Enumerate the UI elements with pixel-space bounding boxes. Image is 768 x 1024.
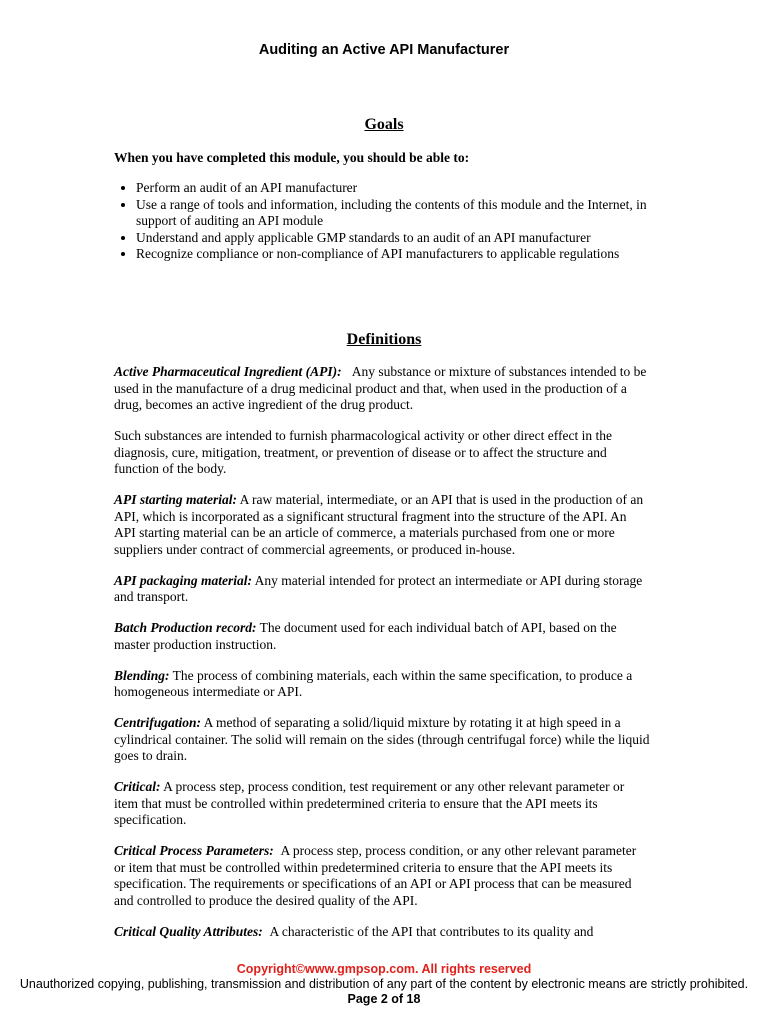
copyright-notice: Copyright©www.gmpsop.com. All rights reserved (236, 962, 532, 976)
definition-text: A raw material, intermediate, or an API that is used in the production of an API, which is incorporated as a significant structural fragment into the structure of the API. An API starting material can be an article of commerce, a materials purchased from one or more suppliers under contract of commercial agreements, or produced in-house. (114, 492, 644, 557)
definition-term: Critical: (114, 779, 161, 794)
definitions-list (114, 364, 650, 955)
goals-heading: Goals (364, 116, 404, 133)
definition-entry (114, 924, 650, 941)
definition-entry (114, 573, 650, 606)
definition-term: API starting material: (114, 492, 238, 507)
definition-term: Active Pharmaceutical Ingredient (API): (114, 364, 342, 379)
goals-intro: When you have completed this module, you should be able to: (114, 150, 470, 165)
definition-entry (114, 620, 650, 653)
definitions-heading: Definitions (346, 331, 422, 348)
definition-entry (114, 364, 650, 414)
definition-text: Any substance or mixture of substances intended to be used in the manufacture of a drug medicinal product and that, when used in the production of a drug, becomes an active ingredient of the drug product. (114, 364, 647, 412)
definition-term: API packaging material: (114, 572, 252, 588)
definition-text: A process step, process condition, test requirement or any other relevant parameter or item that must be controlled within predetermined criteria to ensure that the API meets its specification. (114, 779, 625, 827)
definition-term: Centrifugation: (114, 715, 202, 730)
definition-entry (114, 779, 650, 829)
goals-list (114, 180, 666, 263)
definition-text: A process step, process condition, or any other relevant parameter or item that must be controlled within predetermined criteria to ensure that the API meets its specification. The requirements or specifications of an API or API process that can be measured and controlled to produce the desired quality of the API. (114, 843, 637, 908)
definition-entry (114, 668, 650, 701)
goals-list-item: • Understand and apply applicable GMP standards to an audit of an API manufacturer (136, 230, 666, 247)
definition-term: Blending: (114, 667, 170, 683)
definition-entry (114, 715, 650, 765)
definition-text: Such substances are intended to furnish pharmacological activity or other direct effect in the diagnosis, cure, mitigation, treatment, or prevention of disease or to affect the structure and function of the body. (114, 428, 612, 476)
definition-text: Any material intended for protect an intermediate or API during storage and transport. (114, 572, 643, 604)
definition-text: A method of separating a solid/liquid mixture by rotating it at high speed in a cylindrical container. The solid will remain on the sides (through centrifugal force) while the liquid goes to drain. (114, 715, 650, 763)
goals-list-item: • Perform an audit of an API manufacturer (136, 180, 666, 197)
distribution-notice: Unauthorized copying, publishing, transmission and distribution of any part of the content by electronic means are strictly prohibited. (19, 977, 749, 991)
definition-entry (114, 492, 650, 558)
definition-term: Critical Process Parameters: (114, 843, 274, 858)
page-number: Page 2 of 18 (347, 992, 421, 1006)
definition-term: Batch Production record: (114, 620, 257, 635)
definition-text: A characteristic of the API that contributes to its quality and (269, 923, 594, 939)
goals-list-item: • Recognize compliance or non-compliance of API manufacturers to applicable regulations (136, 246, 666, 263)
definition-text: The process of combining materials, each within the same specification, to produce a homogeneous intermediate or API. (114, 667, 633, 699)
document-header-title: Auditing an Active API Manufacturer (258, 42, 510, 58)
definition-text: The document used for each individual batch of API, based on the master production instruction. (114, 620, 617, 652)
definition-entry (114, 843, 650, 909)
page-footer (0, 962, 768, 1007)
definition-term: Critical Quality Attributes: (114, 923, 263, 939)
definition-entry (114, 428, 650, 478)
goals-list-item: • Use a range of tools and information, including the contents of this module and the Internet, in support of auditing an API module (136, 197, 666, 230)
